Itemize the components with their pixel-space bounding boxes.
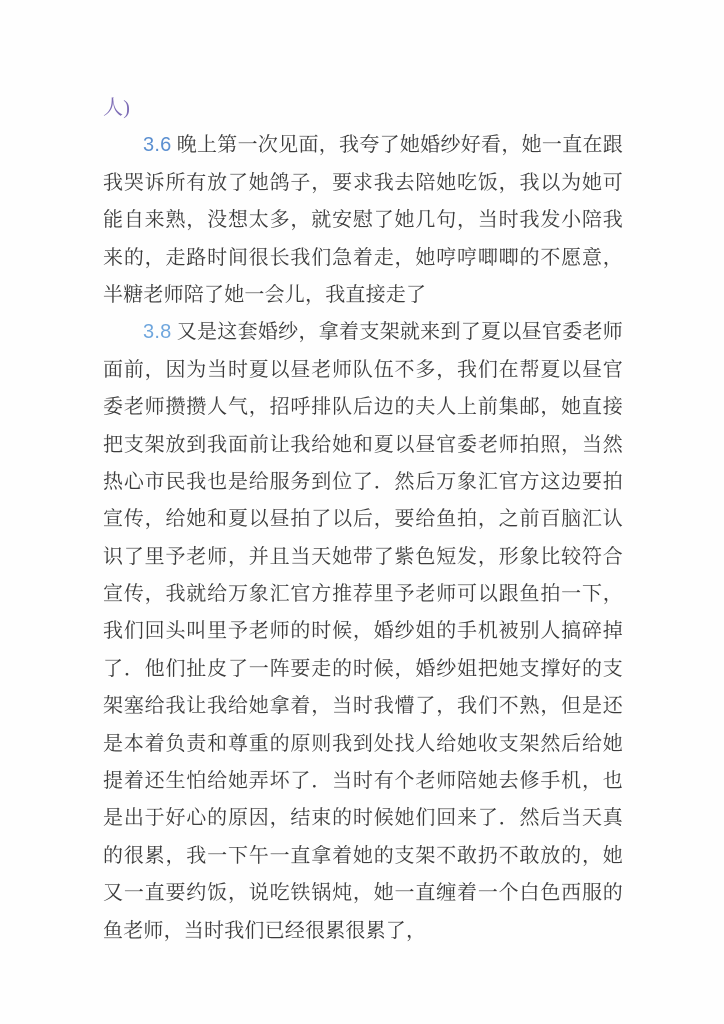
leading-text-fragment <box>103 90 623 127</box>
document-body <box>103 90 623 950</box>
paragraph-3-8-marker: 3.8 <box>143 321 172 344</box>
paragraph-3-8 <box>103 314 623 950</box>
paragraph-3-6-text: 晚上第一次见面，我夸了她婚纱好看，她一直在跟我哭诉所有放了她鸽子，要求我去陪她吃饭，我以为她可能自来熟，没想太多，就安慰了她几句，当时我发小陪我来的，走路时间很长我们急着走，她哼哼唧唧的不愿意，半糖老师陪了她一会儿，我直接走了 <box>103 134 623 306</box>
leading-text-fragment-label: 人) <box>103 97 131 119</box>
paragraph-3-8-text: 又是这套婚纱，拿着支架就来到了夏以昼官委老师面前，因为当时夏以昼老师队伍不多，我们在帮夏以昼官委老师攒攒人气，招呼排队后边的夫人上前集邮，她直接把支架放到我面前让我给她和夏以昼官委老师拍照，当然热心市民我也是给服务到位了．然后万象汇官方这边要拍宣传，给她和夏以昼拍了以后，要给鱼拍，之前百脑汇认识了里予老师，并且当天她带了紫色短发，形象比较符合宣传，我就给万象汇官方推荐里予老师可以跟鱼拍一下，我们回头叫里予老师的时候，婚纱姐的手机被别人搞碎掉了．他们扯皮了一阵要走的时候，婚纱姐把她支撑好的支架塞给我让我给她拿着，当时我懵了，我们不熟，但是还是本着负责和尊重的原则我到处找人给她收支架然后给她提着还生怕给她弄坏了．当时有个老师陪她去修手机，也是出于好心的原因，结束的时候她们回来了．然后当天真的很累，我一下午一直拿着她的支架不敢扔不敢放的，她又一直要约饭，说吃铁锅炖，她一直缠着一个白色西服的鱼老师，当时我们已经很累很累了， <box>103 321 623 942</box>
paragraph-3-6 <box>103 127 623 314</box>
paragraph-3-6-marker: 3.6 <box>143 134 172 157</box>
